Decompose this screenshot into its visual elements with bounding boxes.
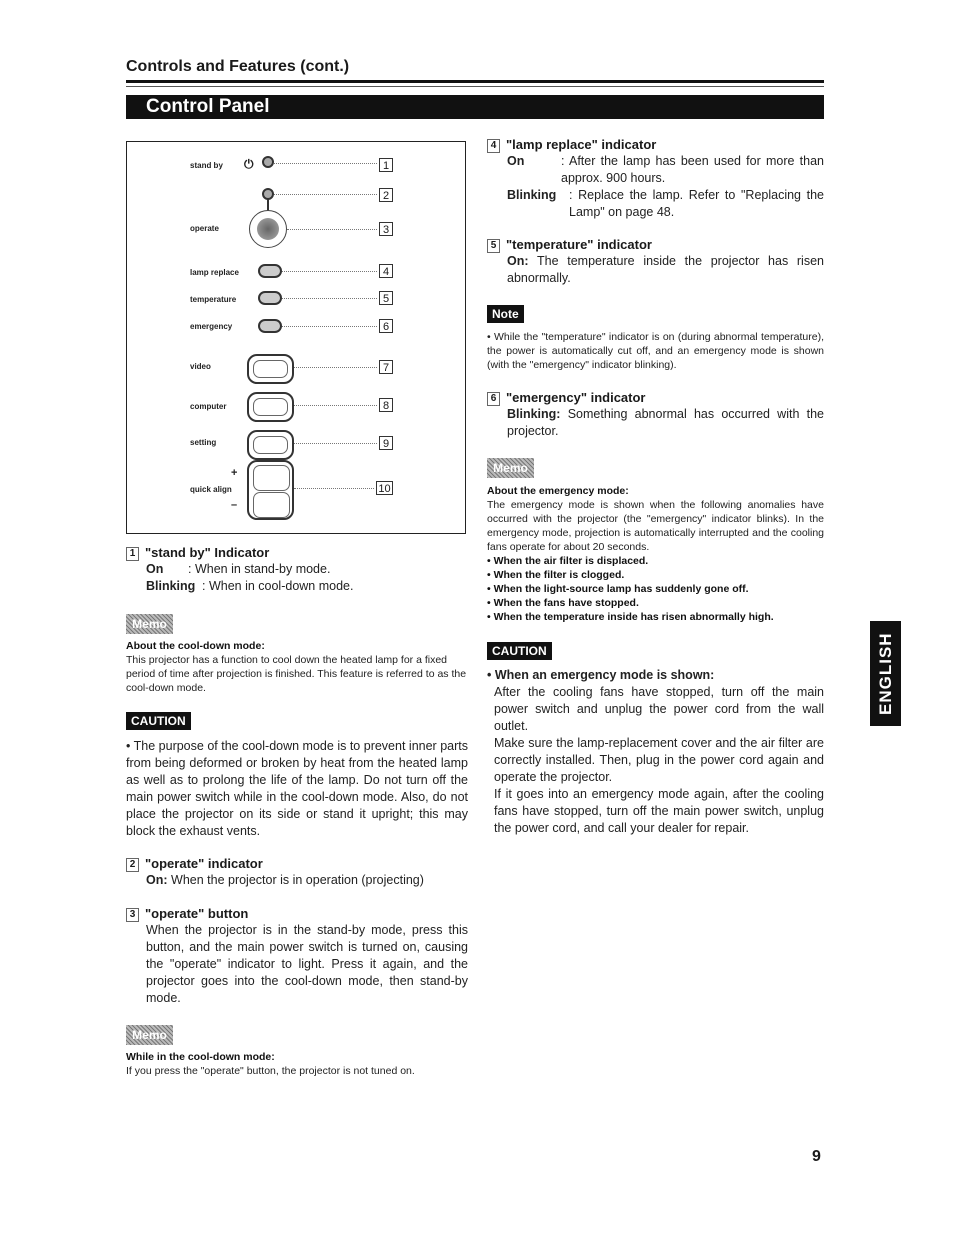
lamp-replace-indicator <box>258 264 282 278</box>
label-emergency: emergency <box>190 322 233 331</box>
note-badge: Note <box>487 305 524 323</box>
label-computer: computer <box>190 402 227 411</box>
memo-title: About the cool-down mode: <box>126 640 265 652</box>
emergency-indicator <box>258 319 282 333</box>
operate-button[interactable] <box>249 210 287 248</box>
caution-emergency <box>487 642 824 837</box>
item-title: "temperature" indicator <box>506 237 652 252</box>
setting-button[interactable] <box>247 430 294 460</box>
header-rule <box>126 80 824 83</box>
item-text: When the projector is in the stand-by mode, press this button, and the main power switch is turned on, causing the "operate" indicator to light. Press it again, and the projector goes into the cool-down mode, then stand-by mode. <box>146 923 468 1005</box>
temperature-indicator <box>258 291 282 305</box>
caution-paragraph: If it goes into an emergency mode again, after the cooling fans have stopped, turn off the main power switch, unplug the power cord, and call your dealer for repair. <box>494 787 824 835</box>
control-panel-diagram <box>126 141 466 534</box>
label-minus: – <box>231 499 238 511</box>
item-title: "operate" button <box>145 906 249 921</box>
memo-text: The emergency mode is shown when the following anomalies have occurred with the projector (the "emergency" indicator blinks). In the emergency mode, projection is automatically interrupted and the cooling fans operate for about 20 seconds. <box>487 499 824 553</box>
item-temperature <box>487 237 824 287</box>
on-text: : When in stand-by mode. <box>188 562 331 576</box>
on-label: On: <box>507 254 529 268</box>
item-emergency <box>487 390 824 440</box>
blinking-label: Blinking <box>146 579 196 593</box>
callout-1: 1 <box>379 158 393 172</box>
item-operate-indicator <box>126 856 468 889</box>
callout-10: 10 <box>376 481 393 495</box>
callout-4: 4 <box>379 264 393 278</box>
caution-badge: CAUTION <box>126 712 191 730</box>
blinking-label: Blinking: <box>507 407 561 421</box>
quick-align-plus-button[interactable] <box>253 465 290 491</box>
caution-title: • When an emergency mode is shown: <box>487 668 715 682</box>
language-side-tab <box>870 621 901 726</box>
label-video: video <box>190 362 211 371</box>
label-quick-align: quick align <box>190 485 232 494</box>
item-number: 5 <box>487 239 500 253</box>
memo-title: While in the cool-down mode: <box>126 1051 275 1063</box>
callout-3: 3 <box>379 222 393 236</box>
item-operate-button <box>126 906 468 1007</box>
note-temperature <box>487 305 824 372</box>
memo-title: About the emergency mode: <box>487 485 629 497</box>
item-title: "lamp replace" indicator <box>506 137 657 152</box>
memo-bullet: • When the temperature inside has risen abnormally high. <box>487 611 774 623</box>
computer-button[interactable] <box>247 392 294 422</box>
label-plus: + <box>231 467 238 479</box>
on-text: The temperature inside the projector has risen abnormally. <box>507 254 824 285</box>
item-title: "stand by" Indicator <box>145 545 270 560</box>
item-number: 2 <box>126 858 139 872</box>
power-icon: ⏻ <box>244 157 254 171</box>
blinking-text: : Replace the lamp. Refer to "Replacing the Lamp" on page 48. <box>569 188 824 219</box>
page-number: 9 <box>812 1148 821 1165</box>
label-lamp-replace: lamp replace <box>190 268 239 277</box>
callout-8: 8 <box>379 398 393 412</box>
item-number: 6 <box>487 392 500 406</box>
blinking-text: Something abnormal has occurred with the projector. <box>507 407 824 438</box>
caution-paragraph: After the cooling fans have stopped, turn off the main power switch and unplug the power cord from the wall outlet. <box>494 685 824 733</box>
memo-bullet: • When the filter is clogged. <box>487 569 625 581</box>
label-temperature: temperature <box>190 295 237 304</box>
language-tab-label: ENGLISH <box>876 632 895 715</box>
item-title: "emergency" indicator <box>506 390 646 405</box>
video-button[interactable] <box>247 354 294 384</box>
label-operate: operate <box>190 224 219 233</box>
memo-badge: Memo <box>126 1025 173 1045</box>
note-text: • While the "temperature" indicator is on (during abnormal temperature), the power is automatically cut off, and an emergency mode is shown (with the "emergency" indicator blinking). <box>487 331 824 371</box>
on-text: When the projector is in operation (projecting) <box>171 873 424 887</box>
item-number: 1 <box>126 547 139 561</box>
label-setting: setting <box>190 438 217 447</box>
on-label: On <box>146 562 164 576</box>
callout-6: 6 <box>379 319 393 333</box>
memo-cool-down <box>126 614 468 695</box>
caution-paragraph: Make sure the lamp-replacement cover and the air filter are correctly installed. Then, plug in the power cord again and operate the projector. <box>494 736 824 784</box>
memo-text: If you press the "operate" button, the projector is not tuned on. <box>126 1065 415 1077</box>
memo-emergency-mode <box>487 458 824 624</box>
on-label: On <box>507 154 525 168</box>
item-lamp-replace <box>487 137 824 221</box>
memo-bullet: • When the air filter is displaced. <box>487 555 649 567</box>
blinking-text: : When in cool-down mode. <box>202 579 354 593</box>
caution-text: • The purpose of the cool-down mode is to prevent inner parts from being deformed or broken by heat from the heated lamp as well as to prolong the life of the lamp. Do not turn off the main power switch while in the cool-down mode. Also, do not place the projector on its side or stand it upright; this may block the exhaust vents. <box>126 739 468 838</box>
header-rule-thin <box>126 86 824 87</box>
blinking-label: Blinking <box>507 188 557 202</box>
label-stand-by: stand by <box>190 161 223 170</box>
page-header-title: Controls and Features (cont.) <box>126 58 350 75</box>
caution-badge: CAUTION <box>487 642 552 660</box>
quick-align-minus-button[interactable] <box>253 492 290 518</box>
memo-while-cool-down <box>126 1025 468 1078</box>
memo-text: This projector has a function to cool down the heated lamp for a fixed period of time after projection is finished. This feature is referred to as the cool-down mode. <box>126 654 467 694</box>
on-text: : After the lamp has been used for more than approx. 900 hours. <box>561 154 824 185</box>
memo-badge: Memo <box>487 458 534 478</box>
on-label: On: <box>146 873 168 887</box>
callout-7: 7 <box>379 360 393 374</box>
section-title: Control Panel <box>146 96 270 117</box>
caution-cool-down <box>126 712 468 840</box>
callout-5: 5 <box>379 291 393 305</box>
item-number: 4 <box>487 139 500 153</box>
item-number: 3 <box>126 908 139 922</box>
memo-badge: Memo <box>126 614 173 634</box>
quick-align-rocker[interactable] <box>247 460 294 520</box>
standby-indicator-lamp <box>262 156 274 168</box>
callout-2: 2 <box>379 188 393 202</box>
item-title: "operate" indicator <box>145 856 263 871</box>
memo-bullet: • When the fans have stopped. <box>487 597 639 609</box>
callout-9: 9 <box>379 436 393 450</box>
item-stand-by <box>126 545 468 595</box>
memo-bullet: • When the light-source lamp has suddenly gone off. <box>487 583 749 595</box>
